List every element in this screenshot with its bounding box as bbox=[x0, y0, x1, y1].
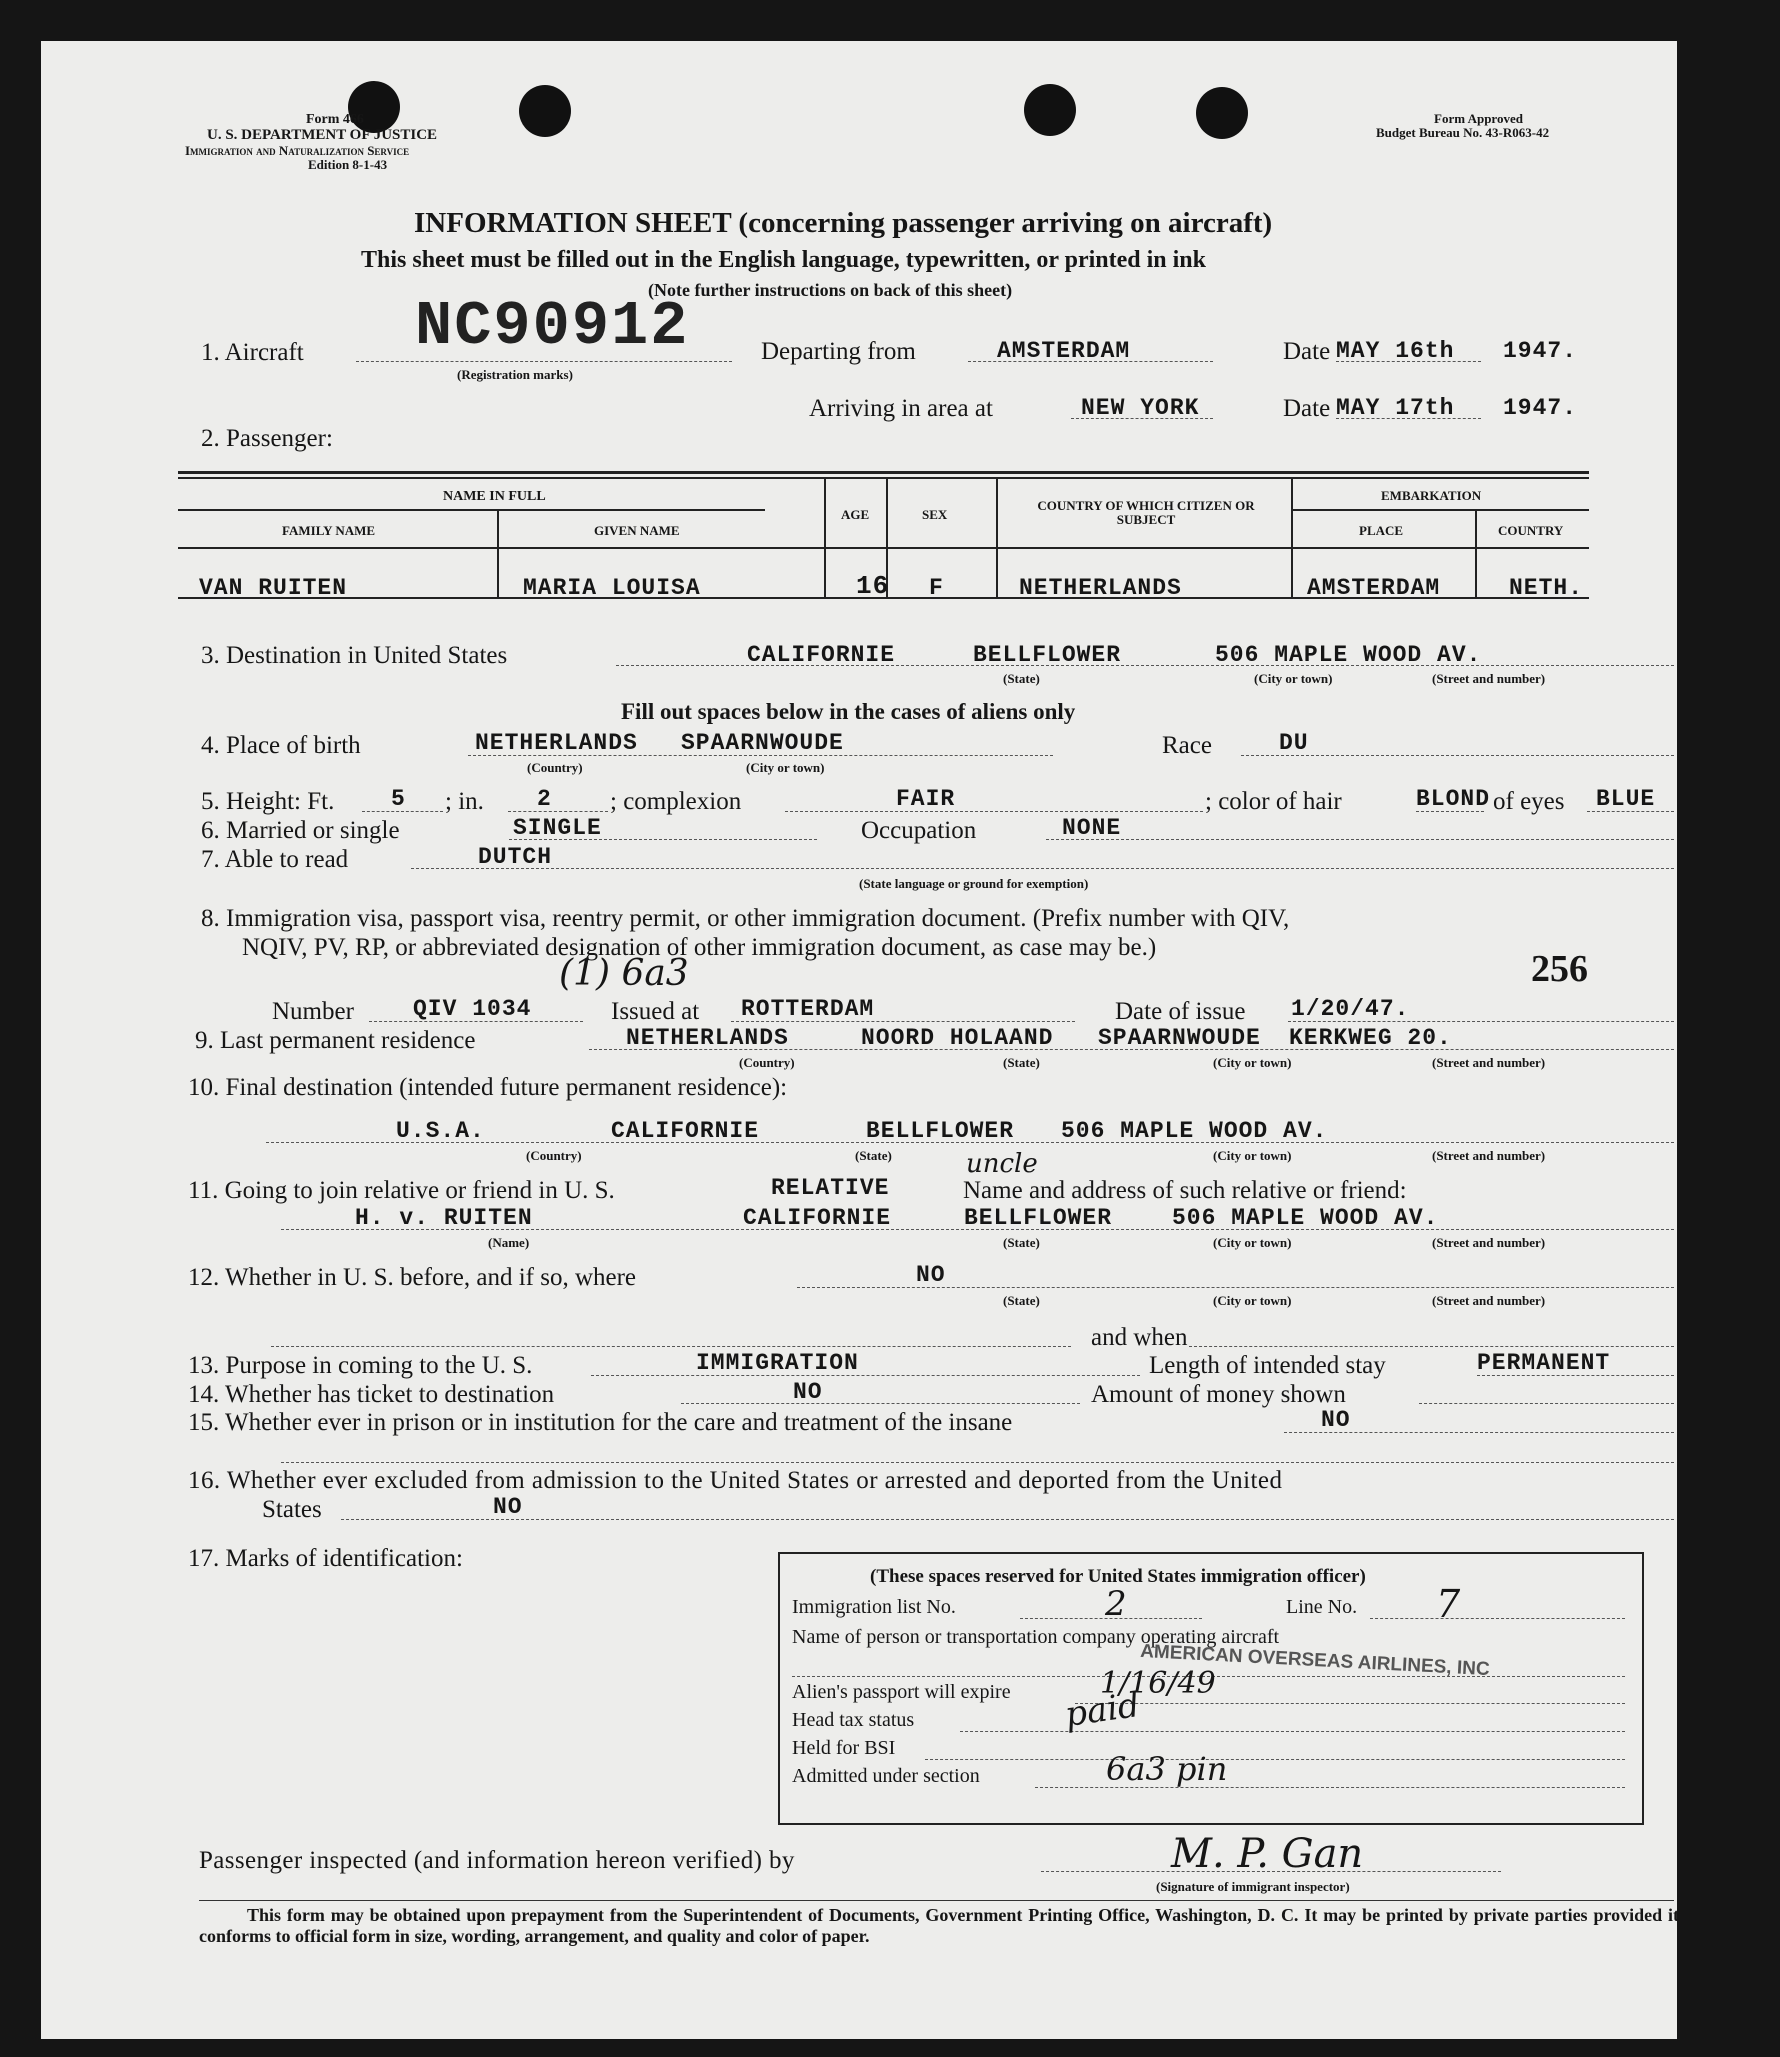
passenger-label: 2. Passenger: bbox=[201, 425, 333, 452]
visa-number-value: QIV 1034 bbox=[413, 996, 532, 1022]
birth-city: SPAARNWOUDE bbox=[681, 730, 844, 756]
country-sub-label: (Country) bbox=[739, 1055, 795, 1070]
city-sub-label: (City or town) bbox=[1213, 1055, 1292, 1070]
street-sub-label: (Street and number) bbox=[1432, 1235, 1546, 1250]
residence-label: 9. Last permanent residence bbox=[195, 1027, 476, 1054]
stay-value: PERMANENT bbox=[1477, 1350, 1611, 1376]
aliens-only-heading: Fill out spaces below in the cases of aliens only bbox=[621, 699, 1076, 724]
embarkation-header: EMBARKATION bbox=[1381, 488, 1482, 503]
relative-state: CALIFORNIE bbox=[743, 1205, 892, 1231]
prison-label: 15. Whether ever in prison or in institution for the care and treatment of the insane bbox=[188, 1409, 1013, 1436]
arriving-date-label: Date bbox=[1283, 395, 1331, 422]
occupation-value: NONE bbox=[1062, 815, 1122, 841]
street-sub-label: (Street and number) bbox=[1432, 671, 1546, 686]
departing-date-label: Date bbox=[1283, 338, 1331, 365]
height-label: 5. Height: Ft. bbox=[201, 788, 335, 815]
expire-value: 1/16/49 bbox=[1100, 1666, 1216, 1701]
state-sub-label: (State) bbox=[1003, 1055, 1040, 1070]
note: (Note further instructions on back of this sheet) bbox=[648, 280, 1013, 300]
before-label: 12. Whether in U. S. before, and if so, where bbox=[188, 1264, 637, 1291]
country-header: COUNTRY bbox=[1498, 523, 1564, 538]
aircraft-registration-stamp: NC90912 bbox=[415, 291, 690, 362]
state-sub-label: (State) bbox=[1003, 1293, 1040, 1308]
page-title: INFORMATION SHEET (concerning passenger arriving on aircraft) bbox=[414, 207, 1273, 239]
destination-label: 3. Destination in United States bbox=[201, 642, 508, 669]
ticket-label: 14. Whether has ticket to destination bbox=[188, 1381, 555, 1408]
name-in-full-header: NAME IN FULL bbox=[443, 489, 546, 504]
complexion-value: FAIR bbox=[896, 786, 956, 812]
visa-label-line2: NQIV, PV, RP, or abbreviated designation of other immigration document, as case may be.) bbox=[242, 934, 1157, 961]
arriving-label: Arriving in area at bbox=[809, 395, 993, 422]
height-ft: 5 bbox=[391, 786, 406, 812]
issue-date-value: 1/20/47. bbox=[1291, 996, 1410, 1022]
residence-street: KERKWEG 20. bbox=[1289, 1025, 1452, 1051]
read-label: 7. Able to read bbox=[201, 846, 349, 873]
street-sub-label: (Street and number) bbox=[1432, 1293, 1546, 1308]
ticket-value: NO bbox=[793, 1379, 823, 1405]
birth-country: NETHERLANDS bbox=[475, 730, 638, 756]
visa-label-line1: 8. Immigration visa, passport visa, reentry permit, or other immigration document. (Prefix number with QIV, bbox=[201, 905, 1290, 932]
line-no-value: 7 bbox=[1436, 1582, 1461, 1626]
join-handwritten: uncle bbox=[966, 1149, 1038, 1179]
residence-state: NOORD HOLAAND bbox=[861, 1025, 1054, 1051]
state-sub-label: (State) bbox=[1003, 671, 1040, 686]
city-sub-label: (City or town) bbox=[1213, 1293, 1292, 1308]
punch-hole bbox=[1196, 87, 1248, 139]
hair-value: BLOND bbox=[1416, 786, 1491, 812]
place-header: PLACE bbox=[1359, 523, 1404, 538]
country-sub-label: (Country) bbox=[527, 760, 583, 775]
list-no-value: 2 bbox=[1105, 1584, 1127, 1624]
registration-sub-label: (Registration marks) bbox=[457, 367, 573, 382]
country-sub-label: (Country) bbox=[526, 1148, 582, 1163]
birth-label: 4. Place of birth bbox=[201, 732, 361, 759]
company-label: Name of person or transportation company operating aircraft bbox=[792, 1626, 1280, 1648]
embark-country-value: NETH. bbox=[1509, 575, 1584, 601]
visa-handwritten-note: (1) 6a3 bbox=[559, 953, 689, 994]
service: Immigration and Naturalization Service bbox=[185, 143, 410, 158]
purpose-label: 13. Purpose in coming to the U. S. bbox=[188, 1352, 533, 1379]
footer-text: This form may be obtained upon prepayment from the Superintendent of Documents, Government Printing Office, Washington, D. C. It may be printed by private parties provided it conforms to official form in size, wording, arrangement, and quality and color of paper. bbox=[199, 1905, 1679, 1946]
inspector-signature: M. P. Gan bbox=[1171, 1831, 1364, 1877]
city-sub-label: (City or town) bbox=[1213, 1148, 1292, 1163]
visa-number-label: Number bbox=[272, 998, 354, 1025]
state-sub-label: (State) bbox=[855, 1148, 892, 1163]
prison-value: NO bbox=[1321, 1407, 1351, 1433]
residence-country: NETHERLANDS bbox=[626, 1025, 789, 1051]
arriving-date: MAY 17th bbox=[1336, 395, 1455, 421]
complexion-label: ; complexion bbox=[610, 788, 742, 815]
final-state: CALIFORNIE bbox=[611, 1118, 760, 1144]
destination-street: 506 MAPLE WOOD AV. bbox=[1215, 642, 1482, 668]
city-sub-label: (City or town) bbox=[1254, 671, 1333, 686]
given-name-header: GIVEN NAME bbox=[594, 523, 680, 538]
aircraft-label: 1. Aircraft bbox=[201, 339, 304, 366]
subtitle: This sheet must be filled out in the English language, typewritten, or printed in ink bbox=[361, 247, 1206, 273]
punch-hole bbox=[1024, 84, 1076, 136]
punch-hole bbox=[519, 85, 571, 137]
sex-value: F bbox=[929, 575, 944, 601]
departing-value: AMSTERDAM bbox=[997, 338, 1131, 364]
hair-label: ; color of hair bbox=[1205, 788, 1342, 815]
destination-state: CALIFORNIE bbox=[747, 642, 896, 668]
street-sub-label: (Street and number) bbox=[1432, 1148, 1546, 1163]
before-value: NO bbox=[916, 1262, 946, 1288]
final-street: 506 MAPLE WOOD AV. bbox=[1061, 1118, 1328, 1144]
list-no-label: Immigration list No. bbox=[792, 1596, 956, 1618]
budget-bureau: Budget Bureau No. 43-R063-42 bbox=[1376, 125, 1550, 140]
department: U. S. DEPARTMENT OF JUSTICE bbox=[207, 127, 438, 143]
sex-header: SEX bbox=[922, 507, 948, 522]
excluded-value: NO bbox=[493, 1494, 523, 1520]
inspected-label: Passenger inspected (and information hereon verified) by bbox=[199, 1847, 795, 1874]
height-in: 2 bbox=[537, 786, 552, 812]
married-value: SINGLE bbox=[513, 815, 602, 841]
age-header: AGE bbox=[841, 507, 870, 522]
relative-street: 506 MAPLE WOOD AV. bbox=[1172, 1205, 1439, 1231]
family-name-value: VAN RUITEN bbox=[199, 575, 348, 601]
arriving-year: 1947. bbox=[1503, 395, 1578, 421]
departing-label: Departing from bbox=[761, 338, 916, 365]
street-sub-label: (Street and number) bbox=[1432, 1055, 1546, 1070]
city-sub-label: (City or town) bbox=[746, 760, 825, 775]
company-stamp: AMERICAN OVERSEAS AIRLINES, INC bbox=[1139, 1640, 1491, 1681]
bsi-label: Held for BSI bbox=[792, 1737, 896, 1759]
money-label: Amount of money shown bbox=[1091, 1381, 1346, 1408]
age-value: 16 bbox=[856, 571, 890, 601]
relative-city: BELLFLOWER bbox=[964, 1205, 1113, 1231]
departing-date: MAY 16th bbox=[1336, 338, 1455, 364]
arriving-value: NEW YORK bbox=[1081, 395, 1200, 421]
edition: Edition 8-1-43 bbox=[308, 157, 388, 172]
excluded-label-states: States bbox=[262, 1496, 322, 1523]
marks-label: 17. Marks of identification: bbox=[188, 1545, 463, 1572]
family-name-header: FAMILY NAME bbox=[282, 523, 376, 538]
eyes-label: of eyes bbox=[1493, 788, 1565, 815]
issued-at-value: ROTTERDAM bbox=[741, 996, 875, 1022]
departing-year: 1947. bbox=[1503, 338, 1578, 364]
excluded-label: 16. Whether ever excluded from admission to the United States or arrested and deported from the United bbox=[188, 1467, 1283, 1494]
final-destination-label: 10. Final destination (intended future permanent residence): bbox=[188, 1074, 788, 1101]
destination-city: BELLFLOWER bbox=[973, 642, 1122, 668]
issued-at-label: Issued at bbox=[611, 998, 700, 1025]
read-value: DUTCH bbox=[478, 844, 553, 870]
join-label: 11. Going to join relative or friend in U. S. bbox=[188, 1177, 615, 1204]
residence-city: SPAARNWOUDE bbox=[1098, 1025, 1261, 1051]
expire-label: Alien's passport will expire bbox=[792, 1681, 1011, 1703]
height-in-label: ; in. bbox=[445, 788, 484, 815]
race-label: Race bbox=[1162, 732, 1212, 759]
section-label: Admitted under section bbox=[792, 1765, 980, 1787]
form-sheet bbox=[41, 41, 1677, 2039]
state-sub-label: (State) bbox=[1003, 1235, 1040, 1250]
given-name-value: MARIA LOUISA bbox=[523, 575, 701, 601]
form-number: Form 466 bbox=[306, 112, 364, 127]
line-no-label: Line No. bbox=[1286, 1596, 1358, 1618]
and-when-label: and when bbox=[1091, 1324, 1188, 1351]
name-sub-label: (Name) bbox=[488, 1235, 530, 1250]
tax-value: paid bbox=[1062, 1684, 1143, 1736]
final-country: U.S.A. bbox=[396, 1118, 485, 1144]
form-approved: Form Approved bbox=[1434, 111, 1523, 126]
read-sub-label: (State language or ground for exemption) bbox=[859, 876, 1089, 891]
issue-date-label: Date of issue bbox=[1115, 998, 1246, 1025]
married-label: 6. Married or single bbox=[201, 817, 400, 844]
race-value: DU bbox=[1279, 730, 1309, 756]
officer-box bbox=[778, 1552, 1644, 1825]
visa-stamp-number: 256 bbox=[1531, 948, 1588, 990]
officer-box-heading: (These spaces reserved for United States immigration officer) bbox=[870, 1566, 1366, 1587]
section-value: 6a3 pin bbox=[1106, 1750, 1228, 1788]
citizen-value: NETHERLANDS bbox=[1019, 575, 1182, 601]
join-value: RELATIVE bbox=[771, 1175, 890, 1201]
final-city: BELLFLOWER bbox=[866, 1118, 1015, 1144]
embark-place-value: AMSTERDAM bbox=[1307, 575, 1441, 601]
purpose-value: IMMIGRATION bbox=[696, 1350, 859, 1376]
tax-label: Head tax status bbox=[792, 1709, 915, 1731]
occupation-label: Occupation bbox=[861, 817, 977, 844]
relative-name: H. v. RUITEN bbox=[355, 1205, 533, 1231]
city-sub-label: (City or town) bbox=[1213, 1235, 1292, 1250]
citizen-header: COUNTRY OF WHICH CITIZEN OR SUBJECT bbox=[1037, 498, 1255, 527]
eyes-value: BLUE bbox=[1596, 786, 1656, 812]
stay-label: Length of intended stay bbox=[1149, 1352, 1386, 1379]
relative-name-label: Name and address of such relative or friend: bbox=[963, 1177, 1407, 1204]
signature-sub-label: (Signature of immigrant inspector) bbox=[1156, 1879, 1350, 1894]
